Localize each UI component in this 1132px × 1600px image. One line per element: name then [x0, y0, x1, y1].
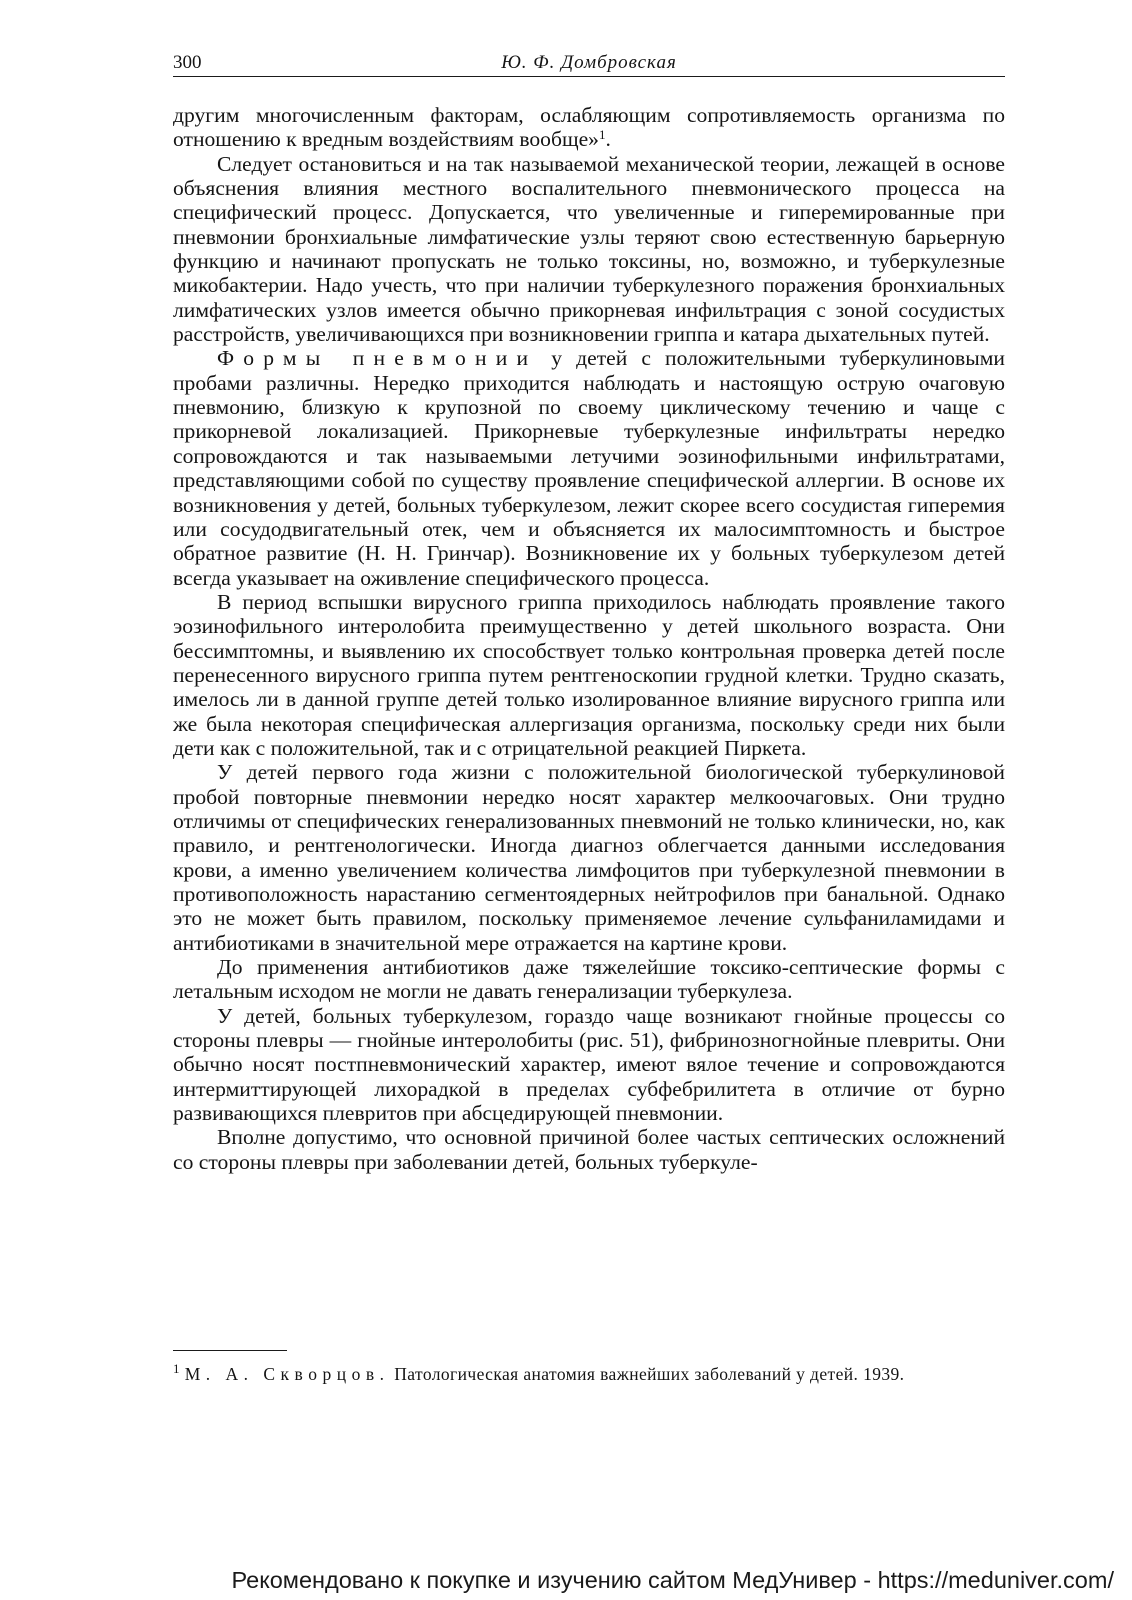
paragraph-5: У детей первого года жизни с положительной биологической туберкулиновой пробой повторные пневмонии нередко носят характер мелкоочаговых. Они трудно отличимы от специфических генерализованных пневмоний не только клинически, но, как правило, и рентгенологически. Иногда диагноз облегчается данными исследования крови, а именно увеличением количества лимфоцитов при туберкулезной пневмонии в противоположность нарастанию сегментоядерных нейтрофилов при банальной. Однако это не может быть правилом, поскольку применяемое лечение сульфаниламидами и антибиотиками в значительной мере отражается на картине крови.	[173, 760, 1005, 955]
paragraph-6: До применения антибиотиков даже тяжелейшие токсико-септические формы с летальным исходом не могли не давать генерализации туберкулеза.	[173, 955, 1005, 1004]
watermark: Рекомендовано к покупке и изучению сайтом МедУнивер - https://meduniver.com/	[231, 1567, 1114, 1593]
footnote-text: Патологическая анатомия важнейших заболеваний у детей. 1939.	[394, 1364, 905, 1384]
paragraph-2: Следует остановиться и на так называемой механической теории, лежащей в основе объяснения влияния местного воспалительного пневмонического процесса на специфический процесс. Допускается, что увеличенные и гиперемированные при пневмонии бронхиальные лимфатические узлы теряют свою естественную барьерную функцию и начинают пропускать не только токсины, но, возможно, и туберкулезные микобактерии. Надо учесть, что при наличии туберкулезного поражения бронхиальных лимфатических узлов имеется обычно прикорневая инфильтрация с зоной сосудистых расстройств, увеличивающихся при возникновении гриппа и катара дыхательных путей.	[173, 151, 1005, 347]
footnote-reference: 1	[598, 127, 606, 143]
paragraph-1	[173, 103, 1005, 152]
paragraph-4: В период вспышки вирусного гриппа приходилось наблюдать проявление такого эозинофильного интеролобита преимущественно у детей школьного возраста. Они бессимптомны, и выявлению их способствует только контрольная проверка детей после перенесенного вирусного гриппа путем рентгеноскопии грудной клетки. Трудно сказать, имелось ли в данной группе детей только изолированное влияние вирусного гриппа или же была некоторая специфическая аллергизация организма, поскольку среди них были дети как с положительной, так и с отрицательной реакцией Пиркета.	[173, 589, 1005, 760]
section-term: Формы пневмонии	[217, 346, 538, 371]
footnote	[173, 1361, 1005, 1385]
running-head: Ю. Ф. Домбровская	[501, 52, 677, 73]
footnote-marker: 1	[173, 1361, 180, 1376]
footnote-divider	[173, 1350, 287, 1351]
page-header	[173, 50, 1005, 77]
footnote-author: М. А. Скворцов.	[184, 1364, 390, 1384]
paragraph-1-text: другим многочисленным факторам, ослабляющим сопротивляемость организма по отношению к вредным воздействиям вообще»	[173, 103, 1005, 152]
paragraph-7: У детей, больных туберкулезом, гораздо чаще возникают гнойные процессы со стороны плевры — гнойные интеролобиты (рис. 51), фибринозногнойные плевриты. Они обычно носят постпневмонический характер, имеют вялое течение и сопровождаются интермиттирующей лихорадкой в пределах субфебрилитета в отличие от бурно развивающихся плевритов при абсцедирующей пневмонии.	[173, 1003, 1005, 1126]
page-number: 300	[173, 52, 202, 73]
paragraph-8: Вполне допустимо, что основной причиной более частых септических осложнений со стороны плевры при заболевании детей, больных туберкуле-	[173, 1125, 1005, 1174]
paragraph-3	[173, 346, 1005, 589]
paragraph-1-tail: .	[605, 127, 611, 152]
paragraph-3-text: у детей с положительными туберкулиновыми пробами различны. Нередко приходится наблюдать и настоящую острую очаговую пневмонию, близкую к крупозной по своему циклическому течению и чаще с прикорневой локализацией. Прикорневые туберкулезные инфильтраты нередко сопровождаются и так называемыми летучими эозинофильными инфильтратами, представляющими собой по существу проявление специфической аллергии. В основе их возникновения у детей, больных туберкулезом, лежит скорее всего сосудистая гиперемия или сосудодвигательный отек, чем и объясняется их малосимптомность и быстрое обратное развитие (Н. Н. Гринчар). Возникновение их у больных туберкулезом детей всегда указывает на оживление специфического процесса.	[173, 346, 1005, 590]
body-text	[173, 103, 1005, 1174]
